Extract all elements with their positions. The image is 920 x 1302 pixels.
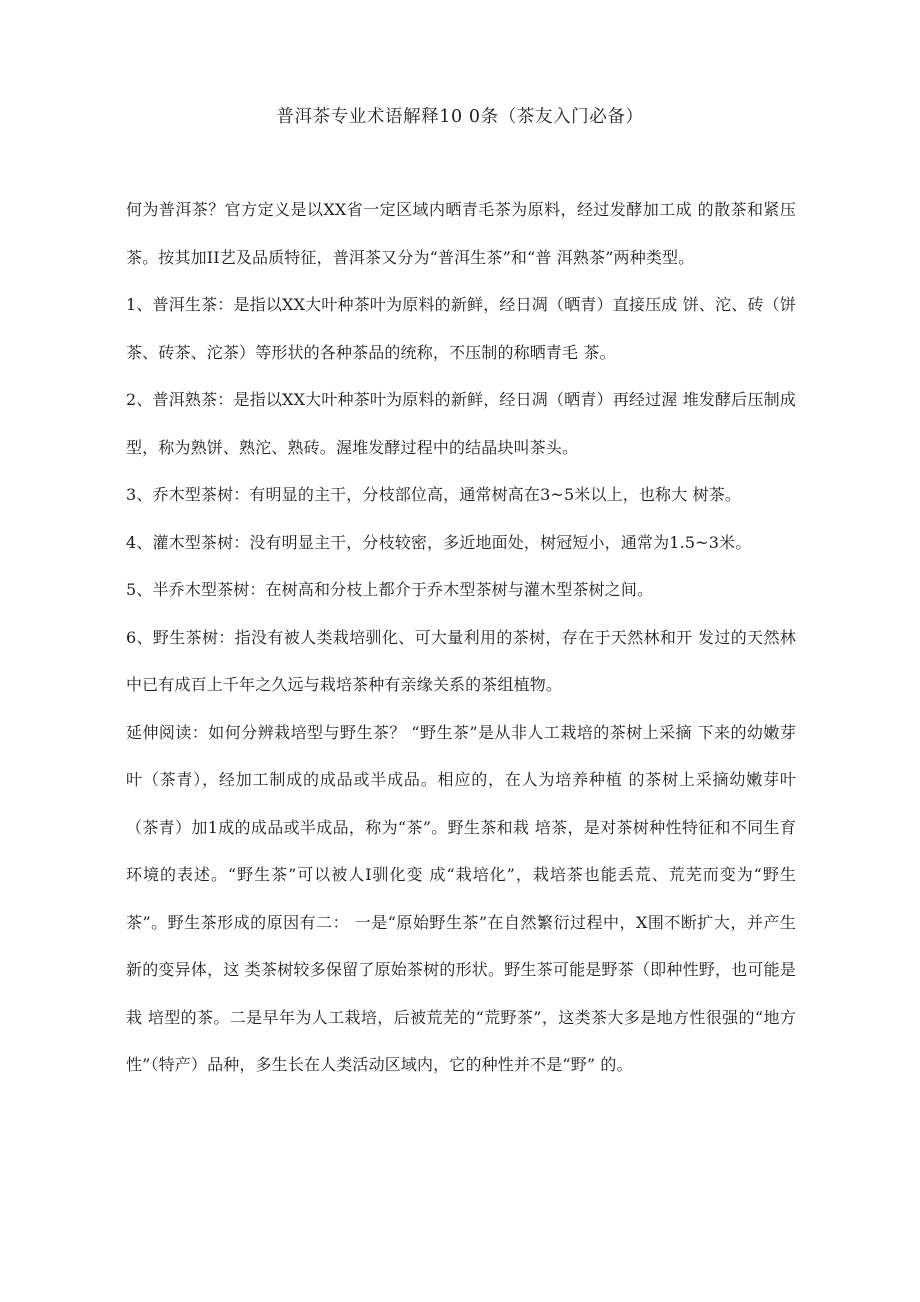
paragraph-item-6: 6、野生茶树：指没有被人类栽培驯化、可大量利用的茶树，存在于天然林和开 发过的天然林中已有成百上千年之久远与栽培茶种有亲缘关系的茶组植物。 bbox=[126, 627, 796, 694]
paragraph-item-2: 2、普洱熟茶：是指以XX大叶种茶叶为原料的新鲜，经日凋（晒青）再经过渥 堆发酵后压制成型，称为熟饼、熟沱、熟砖。渥堆发酵过程中的结晶块叫茶头。 bbox=[126, 390, 796, 457]
paragraph-item-4: 4、灌木型茶树：没有明显主干，分枝较密，多近地面处，树冠短小，通常为1.5~3米。 bbox=[126, 532, 752, 552]
paragraph-item-5: 5、半乔木型茶树：在树高和分枝上都介于乔木型茶树与灌木型茶树之间。 bbox=[126, 580, 654, 599]
paragraph-item-1: 1、普洱生茶：是指以XX大叶种茶叶为原料的新鲜，经日凋（晒青）直接压成 饼、沱、砖（饼茶、砖茶、沱茶）等形状的各种茶品的统称，不压制的称晒青毛 茶。 bbox=[126, 295, 796, 362]
paragraph-item-3: 3、乔木型茶树：有明显的主干，分枝部位高，通常树高在3~5米以上，也称大 树茶。 bbox=[126, 485, 742, 504]
document-body bbox=[126, 186, 796, 1089]
page-title: 普洱茶专业术语解释10 0条（茶友入门必备） bbox=[276, 107, 644, 127]
paragraph-extended-reading: 延伸阅读：如何分辨栽培型与野生茶？ “野生茶”是从非人工栽培的茶树上采摘 下来的幼嫩芽叶（茶青），经加工制成的成品或半成品。相应的，在人为培养种植 的茶树上采摘幼嫩芽叶（茶青）加1成的成品或半成品，称为“茶”。野生茶和栽 培茶，是对茶树种性特征和不同生育环境的表述。“野生茶”可以被人I驯化变 成“栽培化”，栽培茶也能丢荒、荒芜而变为“野生茶”。野生茶形成的原因有二： 一是“原始野生茶”在自然繁衍过程中，X围不断扩大，并产生新的变异体，这 类茶树较多保留了原始茶树的形状。野生茶可能是野茶（即种性野，也可能是栽 培型的茶。二是早年为人工栽培，后被荒芜的“荒野茶”，这类茶大多是地方性很强的“地方性”（特产）品种，多生长在人类活动区域内，它的种性并不是“野” 的。 bbox=[126, 722, 796, 1074]
paragraph-intro: 何为普洱茶？官方定义是以XX省一定区域内晒青毛茶为原料，经过发酵加工成 的散茶和紧压茶。按其加II艺及品质特征，普洱茶又分为“普洱生茶”和“普 洱熟茶”两种类型。 bbox=[126, 200, 796, 267]
